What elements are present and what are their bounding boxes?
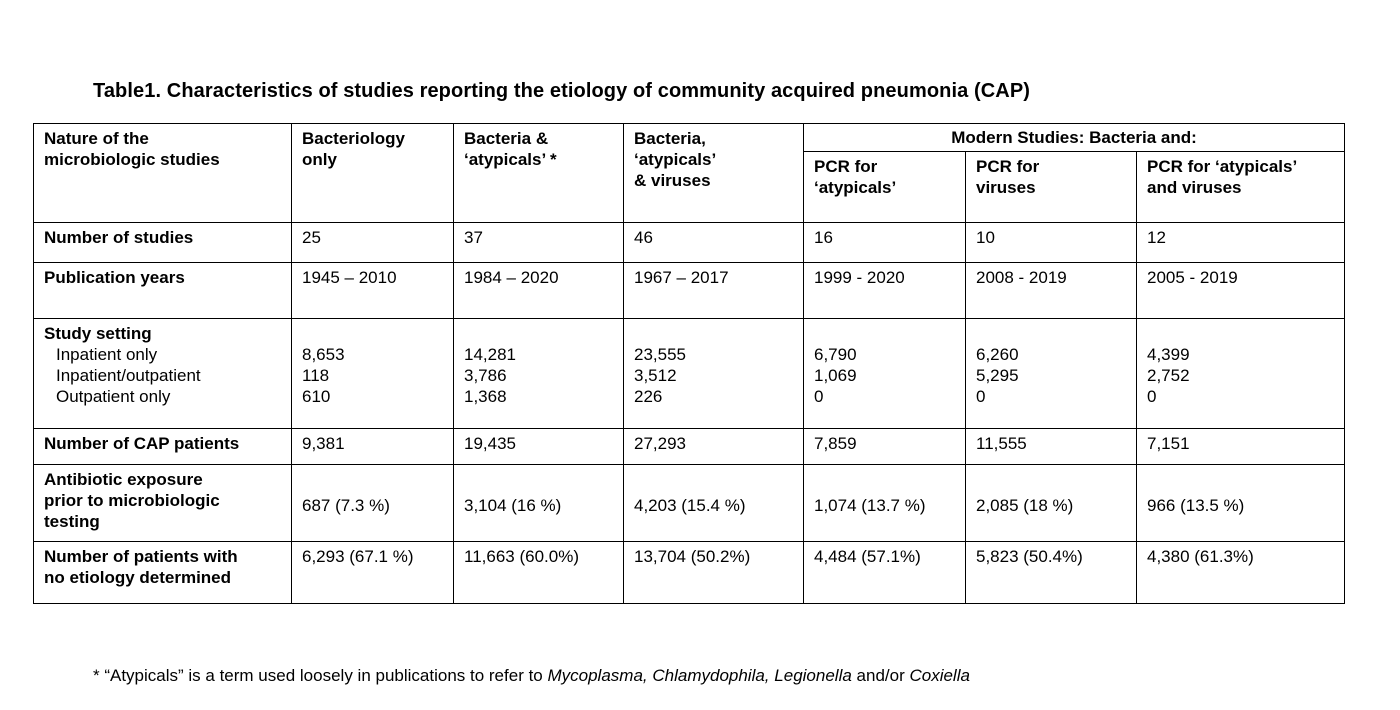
- organism-name: Coxiella: [909, 666, 970, 685]
- cell-value: 0: [1147, 387, 1157, 406]
- table-row-no-etiology: [34, 542, 1345, 604]
- header-pcr-viruses: [966, 152, 1137, 223]
- row-label-line: prior to microbiologic: [44, 491, 220, 510]
- table-cell: 3,104 (16 %): [454, 465, 624, 542]
- header-text: Nature of the: [44, 129, 149, 148]
- table-cell: 2008 - 2019: [966, 263, 1137, 319]
- table-row-cap-patients: [34, 429, 1345, 465]
- table-cell: 12: [1137, 223, 1345, 263]
- cell-value: 8,653: [302, 345, 345, 364]
- row-label-line: testing: [44, 512, 100, 531]
- row-label: [34, 465, 292, 542]
- header-text: Bacteriology: [302, 129, 405, 148]
- row-label: Study setting: [44, 324, 152, 343]
- cell-value: 2,752: [1147, 366, 1190, 385]
- table-cell: 1967 – 2017: [624, 263, 804, 319]
- header-text: PCR for: [976, 157, 1040, 176]
- header-pcr-atypicals: [804, 152, 966, 223]
- header-modern-studies: Modern Studies: Bacteria and:: [804, 124, 1345, 152]
- header-bacteria-atypicals: [454, 124, 624, 223]
- cell-value: 4,399: [1147, 345, 1190, 364]
- header-text: ‘atypicals’ *: [464, 150, 557, 169]
- row-label-line: Antibiotic exposure: [44, 470, 203, 489]
- table-cell: 11,663 (60.0%): [454, 542, 624, 604]
- table-cell: 25: [292, 223, 454, 263]
- table-cell: [1137, 319, 1345, 429]
- row-label-group: [34, 319, 292, 429]
- header-text: Bacteria,: [634, 129, 706, 148]
- table-cell: 1945 – 2010: [292, 263, 454, 319]
- table-row-antibiotic-exposure: [34, 465, 1345, 542]
- table-cell: 687 (7.3 %): [292, 465, 454, 542]
- cell-value: 1,368: [464, 387, 507, 406]
- cell-value: 1,069: [814, 366, 857, 385]
- footnote: [93, 666, 970, 686]
- cell-value: 5,295: [976, 366, 1019, 385]
- table-cell: 7,859: [804, 429, 966, 465]
- table-cell: 1999 - 2020: [804, 263, 966, 319]
- cell-value: 610: [302, 387, 331, 406]
- table-row-number-of-studies: [34, 223, 1345, 263]
- header-text: Bacteria &: [464, 129, 549, 148]
- table-cell: 1984 – 2020: [454, 263, 624, 319]
- header-bacteriology-only: [292, 124, 454, 223]
- footnote-text: and/or: [856, 666, 905, 685]
- header-text: only: [302, 150, 337, 169]
- table-cell: 1,074 (13.7 %): [804, 465, 966, 542]
- row-label: Publication years: [34, 263, 292, 319]
- header-pcr-atypicals-viruses: [1137, 152, 1345, 223]
- table-cell: 19,435: [454, 429, 624, 465]
- header-text: microbiologic studies: [44, 150, 220, 169]
- table-cell: 27,293: [624, 429, 804, 465]
- sub-label: Inpatient/outpatient: [56, 366, 201, 385]
- header-text: ‘atypicals’: [634, 150, 717, 169]
- row-label: Number of CAP patients: [34, 429, 292, 465]
- row-label-line: Number of patients with: [44, 547, 238, 566]
- table-cell: 6,293 (67.1 %): [292, 542, 454, 604]
- cell-value: 6,790: [814, 345, 857, 364]
- table-cell: 2005 - 2019: [1137, 263, 1345, 319]
- row-label: [34, 542, 292, 604]
- header-text: viruses: [976, 178, 1036, 197]
- table-row-study-setting: [34, 319, 1345, 429]
- header-text: PCR for ‘atypicals’: [1147, 157, 1298, 176]
- header-text: PCR for: [814, 157, 878, 176]
- header-text: ‘atypicals’: [814, 178, 897, 197]
- cell-value: 0: [814, 387, 824, 406]
- table-cell: 16: [804, 223, 966, 263]
- organism-name: Legionella: [774, 666, 852, 685]
- table-cell: 4,484 (57.1%): [804, 542, 966, 604]
- table-cell: [292, 319, 454, 429]
- row-label: Number of studies: [34, 223, 292, 263]
- cell-value: 3,512: [634, 366, 677, 385]
- table-cell: 7,151: [1137, 429, 1345, 465]
- cell-value: 118: [302, 366, 330, 385]
- sub-label: Outpatient only: [56, 387, 171, 406]
- table-cell: 966 (13.5 %): [1137, 465, 1345, 542]
- table-cell: [966, 319, 1137, 429]
- footnote-text: * “Atypicals” is a term used loosely in publications to refer to: [93, 666, 548, 685]
- characteristics-table: [33, 123, 1345, 604]
- header-row-label: [34, 124, 292, 223]
- table-cell: 4,380 (61.3%): [1137, 542, 1345, 604]
- cell-value: 14,281: [464, 345, 516, 364]
- sub-label: Inpatient only: [56, 345, 158, 364]
- table-cell: 11,555: [966, 429, 1137, 465]
- organism-name: Chlamydophila,: [652, 666, 770, 685]
- header-bacteria-atypicals-viruses: [624, 124, 804, 223]
- cell-value: 226: [634, 387, 663, 406]
- table-title: Table1. Characteristics of studies reporting the etiology of community acquired pneumonia (CAP): [93, 80, 1031, 102]
- table-cell: 46: [624, 223, 804, 263]
- header-text: & viruses: [634, 171, 711, 190]
- table-cell: 4,203 (15.4 %): [624, 465, 804, 542]
- table-cell: 9,381: [292, 429, 454, 465]
- cell-value: 23,555: [634, 345, 686, 364]
- table-cell: 13,704 (50.2%): [624, 542, 804, 604]
- table-row-publication-years: [34, 263, 1345, 319]
- table-cell: 2,085 (18 %): [966, 465, 1137, 542]
- table-cell: [624, 319, 804, 429]
- table-cell: 5,823 (50.4%): [966, 542, 1137, 604]
- header-text: and viruses: [1147, 178, 1242, 197]
- cell-value: 6,260: [976, 345, 1019, 364]
- table-cell: 10: [966, 223, 1137, 263]
- header-row: [34, 124, 1345, 152]
- organism-name: Mycoplasma,: [547, 666, 648, 685]
- table-cell: 37: [454, 223, 624, 263]
- cell-value: 0: [976, 387, 986, 406]
- row-label-line: no etiology determined: [44, 568, 232, 587]
- cell-value: 3,786: [464, 366, 507, 385]
- table-cell: [454, 319, 624, 429]
- table-cell: [804, 319, 966, 429]
